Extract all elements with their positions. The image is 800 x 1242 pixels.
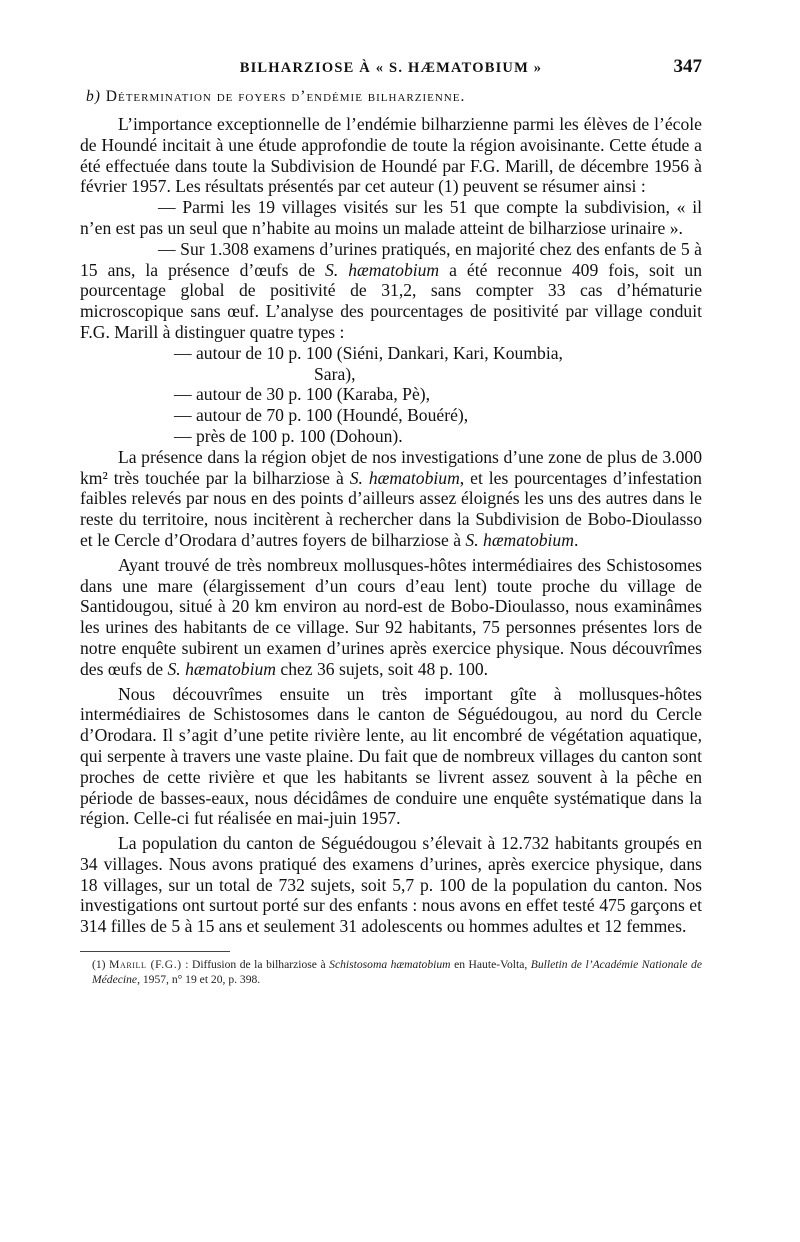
footnote-author: Marill (F.G.): [109, 958, 182, 972]
running-title: BILHARZIOSE À « S. HÆMATOBIUM »: [239, 60, 543, 76]
list-item-villages: [80, 197, 702, 239]
page-number: 347: [673, 56, 702, 77]
section-title: Détermination de foyers d’endémie bilharzienne.: [105, 88, 466, 105]
section-number: b): [86, 88, 101, 105]
paragraph-seguedougou: [80, 684, 702, 830]
footnote-journal: Bulletin de l’Académie Nationale de Médecine: [92, 958, 702, 986]
paragraph-population-text: La population du canton de Séguédougou s’élevait à 12.732 habitants groupés en 34 villages. Nous avons pratiqué des examens d’urines, après exercice physique, dans 18 villages, sur un total de 732 sujets, soit 5,7 p. 100 de la population du canton. Nos investigations ont surtout porté sur des enfants : nous avons en effet testé 475 garçons et 314 filles de 5 à 15 ans et seulement 31 adolescents ou hommes adultes et 12 femmes.: [80, 833, 702, 937]
footnote-text-a: : Diffusion de la bilharziose à: [181, 958, 330, 972]
species-name: S. hæmatobium: [465, 529, 574, 550]
footnote-species: Schistosoma hæmatobium: [329, 958, 451, 972]
paragraph-region: [80, 447, 702, 551]
footnote-divider: [80, 951, 230, 952]
type-line-2: — autour de 30 p. 100 (Karaba, Pè),: [174, 384, 431, 405]
paragraph-population: [80, 833, 702, 937]
paragraph-introduction: [80, 114, 702, 197]
list-item-villages-text: — Parmi les 19 villages visités sur les 51 que compte la subdivision, « il n’en est pas un seul que n’habite au moins un malade atteint de bilharziose urinaire ».: [80, 197, 702, 238]
paragraph-santidougou: [80, 555, 702, 680]
running-header: [80, 52, 702, 86]
species-name: S. hæmatobium: [349, 467, 460, 488]
type-line-3: — autour de 70 p. 100 (Houndé, Bouéré),: [174, 405, 469, 426]
paragraph-introduction-text: L’importance exceptionnelle de l’endémie bilharzienne parmi les élèves de l’école de Houndé incitait à une étude approfondie de toute la région avoisinante. Cette étude a été effectuée dans toute la Subdivision de Houndé par F.G. Marill, de décembre 1956 à février 1957. Les résultats présentés par cet auteur (1) peuvent se résumer ainsi :: [80, 114, 702, 197]
species-name: S. hæmatobium: [167, 658, 276, 679]
paragraph-seguedougou-text: Nous découvrîmes ensuite un très important gîte à mollusques-hôtes intermédiaires de Schistosomes dans le canton de Séguédougou, au nord du Cercle d’Orodara. Il s’agit d’une petite rivière lente, au lit encombré de végétation aquatique, qui serpente à travers une vaste plaine. Du fait que de nombreux villages du canton sont proches de cette rivière et que les habitants se livrent assez souvent à la pêche en période de basses-eaux, nous décidâmes de conduire une enquête systématique dans la région. Celle-ci fut réalisée en mai-juin 1957.: [80, 683, 702, 829]
species-name: S. hæmatobium: [325, 259, 440, 280]
paragraph-santidougou-text-a: Ayant trouvé de très nombreux mollusques-hôtes intermédiaires des Schistosomes dans une mare (élargissement d’un cours d’eau lent) toute proche du village de Santidougou, situé à 20 km environ au nord-est de Bobo-Dioulasso, nous examinâmes les urines des habitants de ce village. Sur 92 habitants, 75 personnes présentes lors de notre enquête subirent un examen d’urines après exercice physique. Nous découvrîmes des œufs de: [80, 554, 702, 679]
document-page: [80, 52, 702, 1202]
paragraph-region-text-b: , et les pourcentages d’infestation faibles relevés par nous en des points d’ailleurs assez éloignés les uns des autres dans le reste du territoire, nous incitèrent à rechercher dans la Subdivision de Bobo-Dioulasso et le Cercle d’Orodara d’autres foyers de bilharziose à: [80, 467, 702, 550]
footnote-text-b: en Haute-Volta,: [450, 958, 531, 972]
footnote: [80, 958, 702, 987]
paragraph-santidougou-text-b: chez 36 sujets, soit 48 p. 100.: [275, 658, 489, 679]
paragraph-region-text-a: La présence dans la région objet de nos investigations d’une zone de plus de 3.000 km² très touchée par la bilharziose à: [80, 446, 702, 488]
list-item-examinations: [80, 239, 702, 343]
footnote-text-c: , 1957, n° 19 et 20, p. 398.: [137, 972, 261, 986]
footnote-marker: (1): [92, 958, 106, 972]
paragraph-region-text-c: .: [573, 529, 579, 550]
type-line-4: — près de 100 p. 100 (Dohoun).: [174, 425, 403, 446]
type-line-1-continued: Sara),: [314, 363, 356, 384]
list-item-examinations-text-b: a été reconnue 409 fois, soit un pourcentage global de positivité de 31,2, sans compter 33 cas d’hématurie microscopique sans œuf. L’analyse des pourcentages de positivité par village conduit F.G. Marill à distinguer quatre types :: [80, 259, 702, 342]
list-item-examinations-text-a: — Sur 1.308 examens d’urines pratiqués, en majorité chez des enfants de 5 à 15 ans, la présence d’œufs de: [80, 238, 702, 280]
type-line-1: — autour de 10 p. 100 (Siéni, Dankari, Kari, Koumbia,: [174, 342, 563, 363]
section-heading: [80, 86, 702, 108]
